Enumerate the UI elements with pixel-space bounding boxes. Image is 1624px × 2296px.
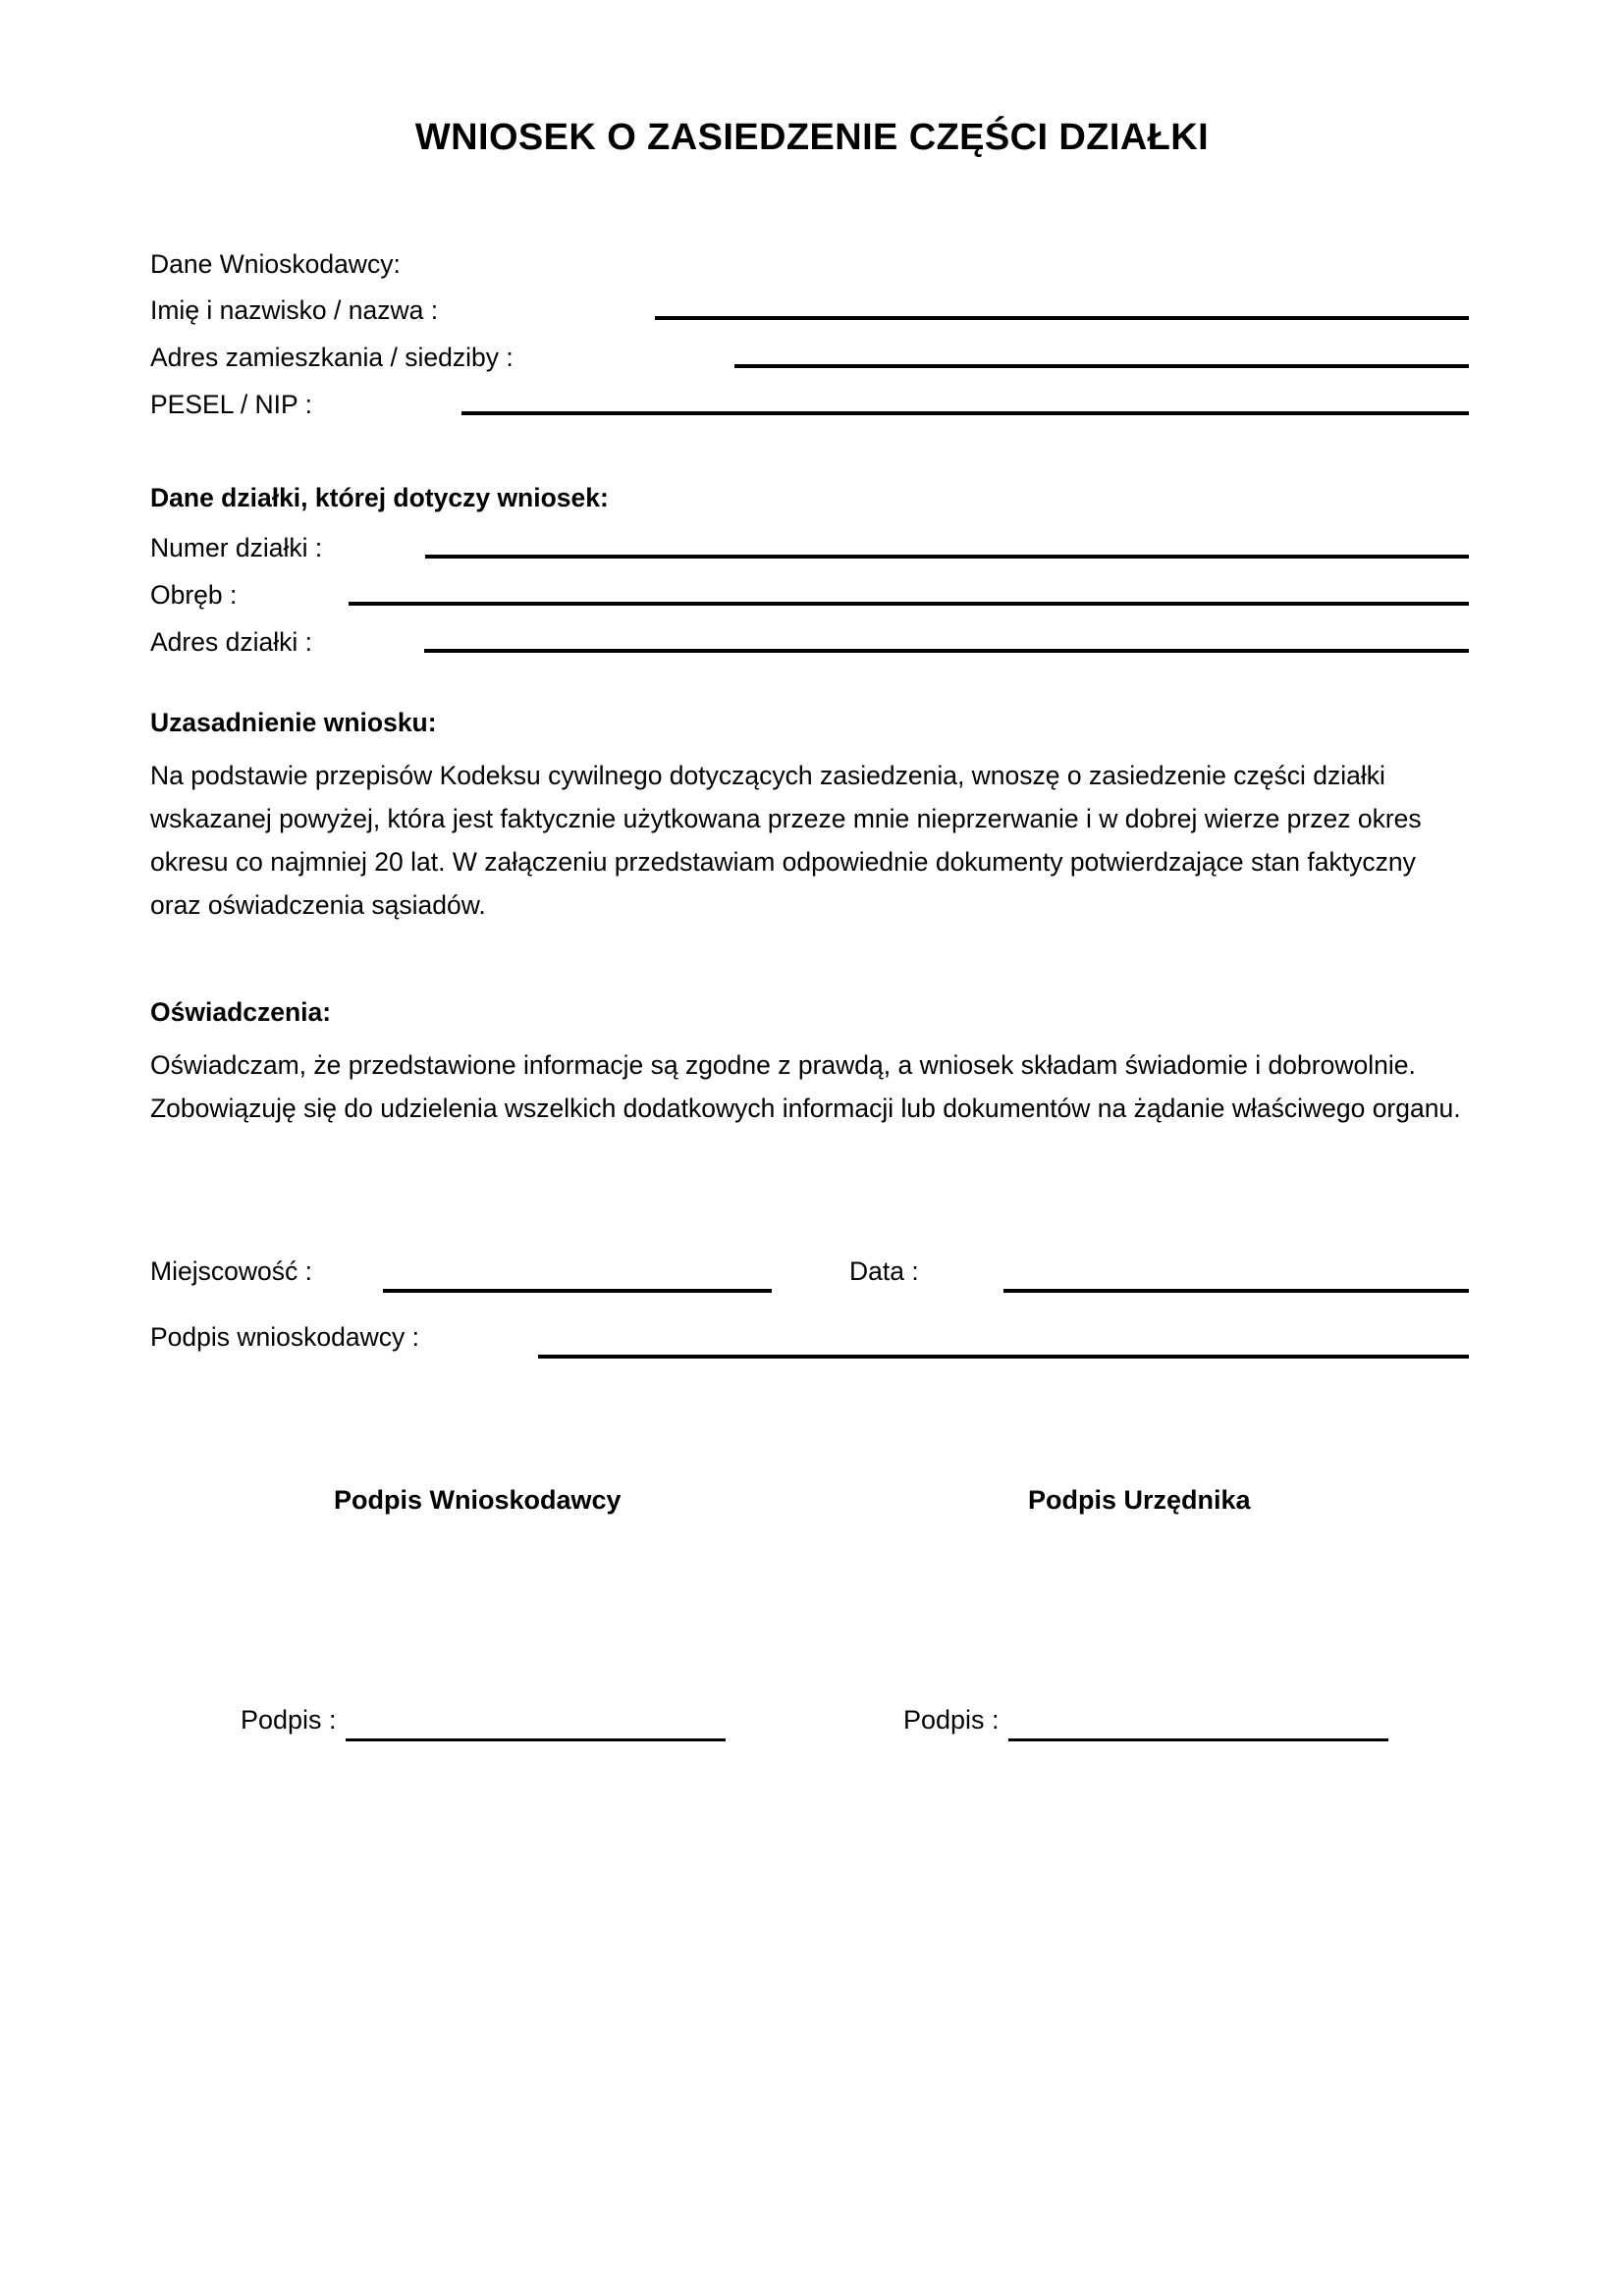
field-label-parcel-number: Numer działki : <box>150 533 323 562</box>
declarations-section-body: Oświadczam, że przedstawione informacje są zgodne z prawdą, a wniosek składam świadomie i dobrowolnie. Zobowiązuję się do udzielenia wszelkich dodatkowych informacji lub dokumentów na żądanie właściwego organu. <box>150 1050 1461 1123</box>
field-input-date[interactable] <box>1003 1289 1469 1293</box>
justification-section-heading: Uzasadnienie wniosku: <box>150 708 437 737</box>
declarations-section-heading: Oświadczenia: <box>150 997 332 1027</box>
signature-heading-applicant: Podpis Wnioskodawcy <box>334 1485 622 1515</box>
field-label-applicant-signature: Podpis wnioskodawcy : <box>150 1322 419 1352</box>
signature-heading-official: Podpis Urzędnika <box>1028 1485 1251 1515</box>
field-input-applicant-signature[interactable] <box>538 1355 1469 1359</box>
field-label-precinct: Obręb : <box>150 580 238 610</box>
field-label-parcel-address: Adres działki : <box>150 627 312 657</box>
signature-line-official-label: Podpis : <box>903 1705 1000 1735</box>
signature-line-official-input[interactable] <box>1008 1738 1388 1741</box>
field-label-full-name: Imię i nazwisko / nazwa : <box>150 295 439 325</box>
field-input-place[interactable] <box>383 1289 772 1293</box>
signature-line-applicant-input[interactable] <box>346 1738 726 1741</box>
field-input-full-name[interactable] <box>655 316 1469 320</box>
field-label-pesel-nip: PESEL / NIP : <box>150 390 312 419</box>
applicant-section-heading: Dane Wnioskodawcy: <box>150 249 401 279</box>
field-input-parcel-address[interactable] <box>424 649 1469 653</box>
justification-section-body: Na podstawie przepisów Kodeksu cywilnego dotyczących zasiedzenia, wnoszę o zasiedzenie części działki wskazanej powyżej, która jest faktycznie użytkowana przeze mnie nieprzerwanie i w dobrej wierze przez okres okresu co najmniej 20 lat. W załączeniu przedstawiam odpowiednie dokumenty potwierdzające stan faktyczny oraz oświadczenia sąsiadów. <box>150 761 1422 920</box>
field-label-address: Adres zamieszkania / siedziby : <box>150 343 514 372</box>
parcel-section-heading: Dane działki, której dotyczy wniosek: <box>150 483 609 512</box>
page-title: WNIOSEK O ZASIEDZENIE CZĘŚCI DZIAŁKI <box>414 117 1210 158</box>
field-input-precinct[interactable] <box>349 602 1469 606</box>
field-label-place: Miejscowość : <box>150 1256 312 1286</box>
field-input-address[interactable] <box>734 364 1469 368</box>
field-input-parcel-number[interactable] <box>425 555 1469 559</box>
field-input-pesel-nip[interactable] <box>461 411 1469 415</box>
field-label-date: Data : <box>849 1256 919 1286</box>
signature-line-applicant-label: Podpis : <box>241 1705 337 1735</box>
